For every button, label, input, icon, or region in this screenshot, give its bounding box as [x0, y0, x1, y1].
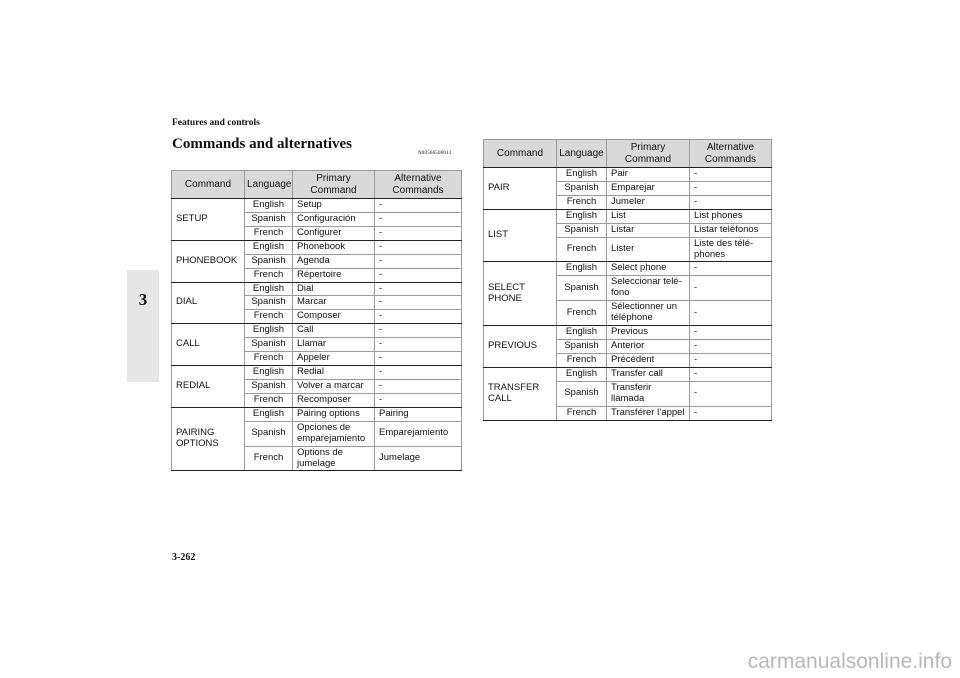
- language-cell: English: [557, 326, 607, 340]
- alternative-commands-cell: -: [375, 310, 462, 324]
- language-cell: Spanish: [245, 212, 293, 226]
- alternative-commands-cell: -: [690, 181, 772, 195]
- column-header-command: Command: [484, 140, 557, 168]
- language-cell: English: [557, 209, 607, 223]
- page-title: Commands and alternatives: [172, 136, 353, 152]
- language-cell: English: [245, 240, 293, 254]
- table-header-row: [484, 140, 772, 168]
- alternative-commands-cell: Jumelage: [375, 446, 462, 471]
- column-header-alternative: Alternative Commands: [375, 171, 462, 199]
- command-cell: SELECT PHONE: [484, 262, 557, 326]
- alternative-commands-cell: -: [375, 268, 462, 282]
- language-cell: French: [557, 237, 607, 262]
- alternative-commands-cell: -: [375, 366, 462, 380]
- primary-command-cell: Volver a marcar: [293, 379, 375, 393]
- watermark: carmanualsonline.info: [747, 650, 952, 673]
- table-row: [484, 326, 772, 340]
- alternative-commands-cell: -: [375, 254, 462, 268]
- primary-command-cell: Dial: [293, 282, 375, 296]
- primary-command-cell: Previous: [607, 326, 690, 340]
- alternative-commands-cell: -: [690, 339, 772, 353]
- table-row: [172, 366, 462, 380]
- alternative-commands-cell: -: [690, 276, 772, 301]
- alternative-commands-cell: -: [690, 195, 772, 209]
- primary-command-cell: Pair: [607, 168, 690, 182]
- language-cell: English: [245, 407, 293, 421]
- primary-command-cell: Opciones de emparejamiento: [293, 421, 375, 446]
- language-cell: Spanish: [245, 421, 293, 446]
- column-header-primary: Primary Command: [607, 140, 690, 168]
- command-cell: TRANSFER CALL: [484, 367, 557, 420]
- primary-command-cell: Recomposer: [293, 393, 375, 407]
- command-cell: SETUP: [172, 199, 245, 241]
- page-number: 3-262: [172, 552, 196, 563]
- column-header-alternative: Alternative Commands: [690, 140, 772, 168]
- alternative-commands-cell: Liste des télé-phones: [690, 237, 772, 262]
- language-cell: Spanish: [557, 223, 607, 237]
- primary-command-cell: Pairing options: [293, 407, 375, 421]
- alternative-commands-cell: -: [375, 324, 462, 338]
- language-cell: Spanish: [245, 338, 293, 352]
- language-cell: Spanish: [245, 379, 293, 393]
- section-header: Features and controls: [172, 118, 260, 128]
- column-header-language: Language: [245, 171, 293, 199]
- primary-command-cell: Transférer l’appel: [607, 406, 690, 420]
- language-cell: French: [245, 226, 293, 240]
- table-row: [172, 199, 462, 213]
- alternative-commands-cell: Pairing: [375, 407, 462, 421]
- alternative-commands-cell: -: [375, 199, 462, 213]
- language-cell: Spanish: [557, 339, 607, 353]
- command-cell: REDIAL: [172, 366, 245, 408]
- alternative-commands-cell: -: [690, 367, 772, 381]
- language-cell: Spanish: [245, 254, 293, 268]
- language-cell: French: [245, 310, 293, 324]
- language-cell: English: [245, 324, 293, 338]
- command-cell: LIST: [484, 209, 557, 262]
- alternative-commands-cell: -: [375, 212, 462, 226]
- primary-command-cell: List: [607, 209, 690, 223]
- primary-command-cell: Agenda: [293, 254, 375, 268]
- command-cell: CALL: [172, 324, 245, 366]
- primary-command-cell: Transfer call: [607, 367, 690, 381]
- primary-command-cell: Configurer: [293, 226, 375, 240]
- primary-command-cell: Listar: [607, 223, 690, 237]
- primary-command-cell: Répertoire: [293, 268, 375, 282]
- language-cell: French: [245, 268, 293, 282]
- alternative-commands-cell: -: [375, 226, 462, 240]
- table-row: [172, 407, 462, 421]
- alternative-commands-cell: -: [690, 262, 772, 276]
- language-cell: French: [557, 301, 607, 326]
- primary-command-cell: Composer: [293, 310, 375, 324]
- command-cell: DIAL: [172, 282, 245, 324]
- column-header-command: Command: [172, 171, 245, 199]
- language-cell: Spanish: [557, 276, 607, 301]
- alternative-commands-cell: List phones: [690, 209, 772, 223]
- table-row: [484, 168, 772, 182]
- table-row: [484, 209, 772, 223]
- table-row: [172, 324, 462, 338]
- language-cell: English: [557, 367, 607, 381]
- primary-command-cell: Jumeler: [607, 195, 690, 209]
- alternative-commands-cell: Emparejamiento: [375, 421, 462, 446]
- primary-command-cell: Phonebook: [293, 240, 375, 254]
- primary-command-cell: Transferir llamada: [607, 381, 690, 406]
- alternative-commands-cell: -: [375, 379, 462, 393]
- primary-command-cell: Configuración: [293, 212, 375, 226]
- table-row: [484, 262, 772, 276]
- language-cell: French: [245, 446, 293, 471]
- primary-command-cell: Options de jumelage: [293, 446, 375, 471]
- alternative-commands-cell: -: [375, 240, 462, 254]
- language-cell: Spanish: [245, 296, 293, 310]
- alternative-commands-cell: -: [690, 326, 772, 340]
- language-cell: English: [245, 282, 293, 296]
- alternative-commands-cell: Listar teléfonos: [690, 223, 772, 237]
- primary-command-cell: Précédent: [607, 353, 690, 367]
- command-cell: PREVIOUS: [484, 326, 557, 368]
- language-cell: English: [557, 262, 607, 276]
- language-cell: French: [557, 406, 607, 420]
- table-row: [172, 240, 462, 254]
- table-row: [484, 367, 772, 381]
- language-cell: English: [557, 168, 607, 182]
- language-cell: French: [245, 352, 293, 366]
- primary-command-cell: Lister: [607, 237, 690, 262]
- document-code: N00566500013: [418, 151, 452, 156]
- alternative-commands-cell: -: [690, 301, 772, 326]
- commands-table-left: [171, 170, 462, 471]
- language-cell: Spanish: [557, 181, 607, 195]
- chapter-tab: [127, 270, 159, 382]
- alternative-commands-cell: -: [690, 381, 772, 406]
- primary-command-cell: Setup: [293, 199, 375, 213]
- alternative-commands-cell: -: [690, 353, 772, 367]
- commands-table-right: [483, 139, 772, 421]
- primary-command-cell: Emparejar: [607, 181, 690, 195]
- alternative-commands-cell: -: [375, 296, 462, 310]
- table-row: [172, 282, 462, 296]
- primary-command-cell: Sélectionner un téléphone: [607, 301, 690, 326]
- command-cell: PAIRING OPTIONS: [172, 407, 245, 471]
- primary-command-cell: Call: [293, 324, 375, 338]
- column-header-language: Language: [557, 140, 607, 168]
- table-header-row: [172, 171, 462, 199]
- primary-command-cell: Appeler: [293, 352, 375, 366]
- alternative-commands-cell: -: [375, 352, 462, 366]
- language-cell: English: [245, 366, 293, 380]
- language-cell: Spanish: [557, 381, 607, 406]
- chapter-tab-number: 3: [138, 290, 148, 309]
- alternative-commands-cell: -: [690, 406, 772, 420]
- alternative-commands-cell: -: [375, 393, 462, 407]
- alternative-commands-cell: -: [375, 338, 462, 352]
- alternative-commands-cell: -: [375, 282, 462, 296]
- language-cell: English: [245, 199, 293, 213]
- language-cell: French: [557, 353, 607, 367]
- primary-command-cell: Select phone: [607, 262, 690, 276]
- language-cell: French: [245, 393, 293, 407]
- primary-command-cell: Seleccionar telé-fono: [607, 276, 690, 301]
- language-cell: French: [557, 195, 607, 209]
- primary-command-cell: Redial: [293, 366, 375, 380]
- column-header-primary: Primary Command: [293, 171, 375, 199]
- primary-command-cell: Marcar: [293, 296, 375, 310]
- command-cell: PAIR: [484, 168, 557, 210]
- primary-command-cell: Anterior: [607, 339, 690, 353]
- primary-command-cell: Llamar: [293, 338, 375, 352]
- command-cell: PHONEBOOK: [172, 240, 245, 282]
- alternative-commands-cell: -: [690, 168, 772, 182]
